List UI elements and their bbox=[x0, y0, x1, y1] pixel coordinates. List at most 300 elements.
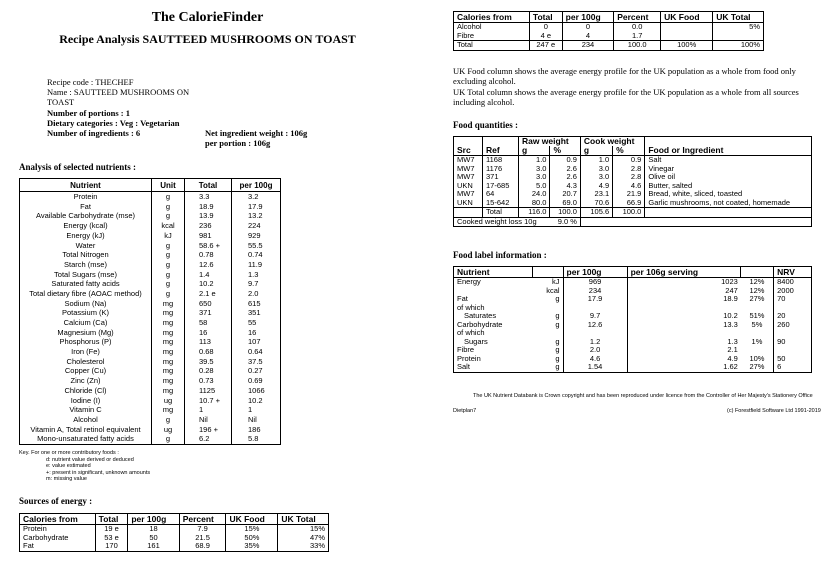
nutrient-row bbox=[20, 347, 281, 357]
energy-cell: 0.0 bbox=[614, 23, 661, 32]
label-cell: 8400 bbox=[774, 278, 812, 287]
label-cell: 12% bbox=[741, 287, 774, 296]
ingredient-cell: Salt bbox=[645, 156, 812, 165]
ingredient-cell: 5.0 bbox=[518, 182, 550, 191]
label-cell: 10% bbox=[741, 355, 774, 364]
nutrient-row bbox=[20, 231, 281, 241]
nutrient-name: Total dietary fibre (AOAC method) bbox=[20, 289, 152, 299]
label-cell: kcal bbox=[533, 287, 563, 296]
ingredient-total-cell: 105.6 bbox=[580, 208, 612, 218]
label-cell: 969 bbox=[563, 278, 627, 287]
energy-row bbox=[20, 542, 329, 551]
nutrient-total: 2.1 e bbox=[185, 289, 232, 299]
nutrients-heading: Analysis of selected nutrients : bbox=[19, 162, 136, 172]
food-label-table bbox=[453, 266, 812, 373]
ingredient-cell: 24.0 bbox=[518, 190, 550, 199]
nutrient-row bbox=[20, 357, 281, 367]
nutrient-per100g: 10.2 bbox=[248, 395, 263, 405]
energy-cell: 7.9 bbox=[179, 525, 226, 534]
label-cell: g bbox=[533, 295, 563, 304]
nutrient-total: Nil bbox=[185, 415, 232, 425]
ingredient-cell: MW7 bbox=[454, 173, 483, 182]
energy-table bbox=[19, 513, 329, 552]
nutrient-per100g: 11.9 bbox=[248, 259, 263, 269]
energy-cell: Protein bbox=[20, 525, 96, 534]
nutrient-row bbox=[20, 289, 281, 299]
label-cell: 70 bbox=[774, 295, 812, 304]
ingredient-cell: Butter, salted bbox=[645, 182, 812, 191]
label-cell: g bbox=[533, 321, 563, 330]
nutrient-name: Phosphorus (P) bbox=[20, 337, 152, 347]
ingredient-cell: 2.6 bbox=[550, 165, 580, 174]
ingredient-cell: 3.0 bbox=[518, 173, 550, 182]
nutrient-name: Vitamin A, Total retinol equivalent bbox=[20, 425, 152, 435]
energy-cell: 15% bbox=[226, 525, 278, 534]
col-total: Total bbox=[185, 179, 232, 192]
ingredient-total-cell: Total bbox=[483, 208, 519, 218]
ingredient-cell: 20.7 bbox=[550, 190, 580, 199]
dietary-categories: Dietary categories : Veg : Vegetarian bbox=[47, 118, 180, 128]
nutrient-name: Water bbox=[20, 240, 152, 250]
key-line: d: nutrient value derived or deduced bbox=[46, 456, 134, 463]
label-cell: 260 bbox=[774, 321, 812, 330]
ingredient-cell: 3.0 bbox=[518, 165, 550, 174]
label-cell: g bbox=[533, 346, 563, 355]
energy-cell: Total bbox=[454, 41, 530, 51]
col-food: Food or Ingredient bbox=[645, 137, 812, 156]
nutrient-name: Chloride (Cl) bbox=[20, 386, 152, 396]
nutrient-total: 0.28 bbox=[185, 366, 232, 376]
label-cell: 17.9 bbox=[563, 295, 627, 304]
ingredient-cell: UKN bbox=[454, 199, 483, 208]
energy-col-header: Calories from bbox=[454, 12, 530, 23]
nutrient-unit: ug bbox=[152, 395, 185, 405]
col-cook-weight: Cook weight bbox=[580, 137, 644, 147]
label-cell: 1.3 bbox=[627, 338, 741, 347]
nutrient-unit: mg bbox=[152, 299, 185, 309]
label-cell: 4.9 bbox=[627, 355, 741, 364]
col-raw-pct: % bbox=[550, 146, 580, 156]
nutrient-unit: kJ bbox=[152, 231, 185, 241]
ingredient-cell: 3.0 bbox=[580, 173, 612, 182]
label-cell: kJ bbox=[533, 278, 563, 287]
nutrient-total: 981 bbox=[185, 231, 232, 241]
nutrient-row bbox=[20, 202, 281, 212]
nutrient-total: 1125 bbox=[185, 386, 232, 396]
label-cell: g bbox=[533, 355, 563, 364]
ingredient-total-cell: 116.0 bbox=[518, 208, 550, 218]
label-cell: Carbohydrate bbox=[454, 321, 533, 330]
ingredient-cell: 4.9 bbox=[580, 182, 612, 191]
key-legend bbox=[19, 450, 150, 483]
uk-food-note: UK Food column shows the average energy profile for the UK population as a whole from food only excluding alcohol. bbox=[453, 66, 796, 86]
label-cell: 51% bbox=[741, 312, 774, 321]
nutrient-row bbox=[20, 337, 281, 347]
ingredient-cell: 2.8 bbox=[613, 165, 645, 174]
nutrient-total: 1.4 bbox=[185, 270, 232, 280]
nutrient-unit: mg bbox=[152, 357, 185, 367]
recipe-name: Name : SAUTTEED MUSHROOMS ON bbox=[47, 87, 190, 97]
ingredient-cell: 64 bbox=[483, 190, 519, 199]
energy-cell: 21.5 bbox=[179, 534, 226, 543]
energy-cell: 68.9 bbox=[179, 542, 226, 551]
nutrient-per100g: 37.5 bbox=[248, 356, 263, 366]
nutrient-unit: g bbox=[152, 434, 185, 444]
energy-cell: 5% bbox=[713, 23, 764, 32]
ingredient-cell: 0.9 bbox=[550, 156, 580, 165]
ingredient-cell: Olive oil bbox=[645, 173, 812, 182]
nutrient-total: 3.3 bbox=[185, 192, 232, 202]
label-cell: Sugars bbox=[454, 338, 533, 347]
ingredient-cell: 4.3 bbox=[550, 182, 580, 191]
label-row bbox=[454, 321, 812, 330]
ingredient-cell: MW7 bbox=[454, 156, 483, 165]
energy-col-header: per 100g bbox=[562, 12, 614, 23]
ingredient-total-cell bbox=[454, 208, 483, 218]
nutrient-unit: mg bbox=[152, 318, 185, 328]
nutrient-name: Calcium (Ca) bbox=[20, 318, 152, 328]
energy-cell: Carbohydrate bbox=[20, 534, 96, 543]
energy-cell: Fat bbox=[20, 542, 96, 551]
label-cell: 1.54 bbox=[563, 363, 627, 372]
energy-cell: 0 bbox=[529, 23, 562, 32]
nutrient-name: Protein bbox=[20, 192, 152, 202]
nutrient-unit: g bbox=[152, 289, 185, 299]
label-cell: of which bbox=[454, 329, 533, 338]
ingredient-cell: 1.0 bbox=[580, 156, 612, 165]
nutrient-per100g: 1.3 bbox=[248, 269, 259, 279]
nutrient-row bbox=[20, 386, 281, 396]
nutrient-unit: g bbox=[152, 260, 185, 270]
label-cell: 12.6 bbox=[563, 321, 627, 330]
label-cell: 50 bbox=[774, 355, 812, 364]
ingredient-cell: 0.9 bbox=[613, 156, 645, 165]
energy-col-header: UK Total bbox=[278, 514, 329, 525]
nutrient-per100g: 107 bbox=[248, 337, 261, 347]
nutrient-total: 6.2 bbox=[185, 434, 232, 444]
nutrient-per100g: 186 bbox=[248, 424, 261, 434]
key-line: m: missing value bbox=[46, 476, 87, 482]
col-per100g: per 100g bbox=[232, 179, 281, 192]
energy-cell: 1.7 bbox=[614, 32, 661, 41]
energy-col-header: per 100g bbox=[128, 514, 179, 525]
nutrient-unit: g bbox=[152, 192, 185, 202]
label-cell: Salt bbox=[454, 363, 533, 372]
nutrient-per100g: 0.69 bbox=[248, 376, 263, 386]
ingredient-cell: Garlic mushrooms, not coated, homemade bbox=[645, 199, 812, 208]
key-line: +: present in significant, unknown amounts bbox=[46, 469, 151, 476]
nutrient-total: 0.78 bbox=[185, 250, 232, 260]
energy-cell: Fibre bbox=[454, 32, 530, 41]
label-col-header: NRV bbox=[774, 267, 812, 278]
energy-cell: 53 e bbox=[95, 534, 128, 543]
key-line: e: value estimated bbox=[46, 463, 91, 469]
ingredient-total-cell bbox=[645, 208, 812, 218]
nutrient-per100g: 17.9 bbox=[248, 201, 263, 211]
energy-cell: 100.0 bbox=[614, 41, 661, 51]
label-cell: of which bbox=[454, 304, 533, 313]
ingredient-cell: 4.6 bbox=[613, 182, 645, 191]
nutrient-name: Mono-unsaturated fatty acids bbox=[20, 434, 152, 444]
ingredient-cell: Bread, white, sliced, toasted bbox=[645, 190, 812, 199]
nutrient-unit: mg bbox=[152, 405, 185, 415]
nutrient-row bbox=[20, 279, 281, 289]
energy-cell: 247 e bbox=[529, 41, 562, 51]
energy-row bbox=[454, 41, 764, 51]
nutrient-unit: mg bbox=[152, 337, 185, 347]
ingredient-cell: 2.6 bbox=[550, 173, 580, 182]
nutrient-name: Zinc (Zn) bbox=[20, 376, 152, 386]
net-weight: Net ingredient weight : 106g bbox=[205, 128, 308, 138]
ingredient-cell: 80.0 bbox=[518, 199, 550, 208]
col-unit: Unit bbox=[152, 179, 185, 192]
energy-col-header: UK Total bbox=[713, 12, 764, 23]
label-cell: 234 bbox=[563, 287, 627, 296]
ingredient-cell: Vinegar bbox=[645, 165, 812, 174]
ingredient-cell: 3.0 bbox=[580, 165, 612, 174]
energy-row bbox=[454, 32, 764, 41]
label-cell: 5% bbox=[741, 321, 774, 330]
nutrient-name: Available Carbohydrate (mse) bbox=[20, 211, 152, 221]
nutrient-name: Total Sugars (mse) bbox=[20, 270, 152, 280]
nutrient-row bbox=[20, 299, 281, 309]
label-cell: 2.0 bbox=[563, 346, 627, 355]
nutrient-row bbox=[20, 221, 281, 231]
label-cell: 6 bbox=[774, 363, 812, 372]
energy-row bbox=[20, 534, 329, 543]
label-cell: 1.62 bbox=[627, 363, 741, 372]
ingredient-cell: 1176 bbox=[483, 165, 519, 174]
ingredient-cell: 69.0 bbox=[550, 199, 580, 208]
energy-col-header: Total bbox=[95, 514, 128, 525]
label-cell: 10.2 bbox=[627, 312, 741, 321]
nutrient-row bbox=[20, 434, 281, 444]
nutrient-name: Total Nitrogen bbox=[20, 250, 152, 260]
energy-cell: 19 e bbox=[95, 525, 128, 534]
nutrient-unit: mg bbox=[152, 386, 185, 396]
label-cell: 18.9 bbox=[627, 295, 741, 304]
col-raw-weight: Raw weight bbox=[518, 137, 580, 147]
nutrient-per100g: 2.0 bbox=[248, 288, 259, 298]
ingredient-cell: 17-685 bbox=[483, 182, 519, 191]
nutrient-name: Energy (kJ) bbox=[20, 231, 152, 241]
nutrient-per100g: 1 bbox=[248, 405, 253, 415]
nutrient-name: Iodine (I) bbox=[20, 395, 152, 405]
app-title: The CalorieFinder bbox=[151, 10, 264, 25]
col-src: Src bbox=[454, 137, 483, 156]
label-cell: 2.1 bbox=[627, 346, 741, 355]
ingredient-cell: MW7 bbox=[454, 190, 483, 199]
uk-total-note: UK Total column shows the average energy profile for the UK population as a whole from all sources including alcohol. bbox=[453, 87, 799, 107]
nutrient-total: 236 bbox=[185, 221, 232, 231]
nutrient-total: 58.6 + bbox=[185, 240, 232, 250]
nutrient-name: Alcohol bbox=[20, 415, 152, 425]
label-cell: 27% bbox=[741, 295, 774, 304]
footer-copyright: (c) Forestfield Software Ltd 1991-2019 bbox=[727, 408, 821, 414]
nutrient-total: 113 bbox=[185, 337, 232, 347]
weight-loss-pct: 9.0 % bbox=[550, 217, 580, 227]
nutrient-unit: g bbox=[152, 250, 185, 260]
energy-cell: 18 bbox=[128, 525, 179, 534]
nutrient-name: Saturated fatty acids bbox=[20, 279, 152, 289]
ingredient-count: Number of ingredients : 6 bbox=[47, 128, 141, 138]
nutrient-row bbox=[20, 240, 281, 250]
label-cell: 13.3 bbox=[627, 321, 741, 330]
recipe-name-cont: TOAST bbox=[47, 97, 75, 107]
nutrient-total: 0.68 bbox=[185, 347, 232, 357]
label-col-header bbox=[741, 267, 774, 278]
nutrient-per100g: 55.5 bbox=[248, 240, 263, 250]
nutrient-name: Magnesium (Mg) bbox=[20, 328, 152, 338]
label-row bbox=[454, 295, 812, 304]
label-cell: g bbox=[533, 363, 563, 372]
energy-col-header: UK Food bbox=[226, 514, 278, 525]
nutrient-unit: g bbox=[152, 211, 185, 221]
nutrient-unit: g bbox=[152, 415, 185, 425]
nutrient-per100g: 9.7 bbox=[248, 279, 259, 289]
ingredient-cell: 15-642 bbox=[483, 199, 519, 208]
label-cell: 12% bbox=[741, 278, 774, 287]
nutrient-unit: ug bbox=[152, 425, 185, 435]
nutrient-total: 10.7 + bbox=[185, 395, 232, 405]
energy-cell: 50% bbox=[226, 534, 278, 543]
nutrient-row bbox=[20, 250, 281, 260]
nutrient-total: 0.73 bbox=[185, 376, 232, 386]
nutrient-total: 18.9 bbox=[185, 202, 232, 212]
nutrient-name: Energy (kcal) bbox=[20, 221, 152, 231]
energy-cell: 4 e bbox=[529, 32, 562, 41]
nutrient-row bbox=[20, 318, 281, 328]
nutrient-unit: g bbox=[152, 202, 185, 212]
label-cell: 1% bbox=[741, 338, 774, 347]
energy-cell: 4 bbox=[562, 32, 614, 41]
label-cell: g bbox=[533, 338, 563, 347]
col-nutrient: Nutrient bbox=[20, 179, 152, 192]
col-cook-g: g bbox=[580, 146, 612, 156]
nutrient-per100g: Nil bbox=[248, 414, 257, 424]
label-col-header: per 100g bbox=[563, 267, 627, 278]
key-title: Key. For one or more contributory foods : bbox=[19, 450, 119, 456]
recipe-code: Recipe code : THECHEF bbox=[47, 77, 134, 87]
nutrient-unit: mg bbox=[152, 376, 185, 386]
energy-col-header: Percent bbox=[614, 12, 661, 23]
label-cell: 1023 bbox=[627, 278, 741, 287]
ingredient-cell: 1.0 bbox=[518, 156, 550, 165]
nutrient-row bbox=[20, 270, 281, 280]
nutrient-per100g: 13.2 bbox=[248, 211, 263, 221]
nutrient-total: 1 bbox=[185, 405, 232, 415]
nutrient-unit: g bbox=[152, 270, 185, 280]
nutrient-row bbox=[20, 328, 281, 338]
label-cell: 247 bbox=[627, 287, 741, 296]
energy-heading: Sources of energy : bbox=[19, 496, 93, 506]
nutrient-per100g: 351 bbox=[248, 308, 261, 318]
energy-cell: 170 bbox=[95, 542, 128, 551]
ingredient-total-cell: 100.0 bbox=[550, 208, 580, 218]
energy-cell: 15% bbox=[278, 525, 329, 534]
label-row bbox=[454, 338, 812, 347]
nutrient-row bbox=[20, 211, 281, 221]
nutrient-total: 58 bbox=[185, 318, 232, 328]
ingredient-total-row bbox=[454, 208, 812, 218]
energy-cell: 50 bbox=[128, 534, 179, 543]
nutrients-table bbox=[19, 178, 281, 445]
nutrient-unit: mg bbox=[152, 308, 185, 318]
nutrient-name: Starch (mse) bbox=[20, 260, 152, 270]
energy-cell: 100% bbox=[661, 41, 713, 51]
ingredient-cell: 1168 bbox=[483, 156, 519, 165]
nutrient-per100g: 1066 bbox=[248, 385, 265, 395]
nutrient-per100g: 0.27 bbox=[248, 366, 263, 376]
nutrient-per100g: 55 bbox=[248, 318, 257, 328]
label-cell bbox=[627, 329, 741, 338]
energy-cell: 100% bbox=[713, 41, 764, 51]
nutrient-per100g: 5.8 bbox=[248, 434, 259, 444]
energy-table-cont bbox=[453, 11, 764, 51]
nutrient-name: Copper (Cu) bbox=[20, 366, 152, 376]
empty-cell bbox=[580, 217, 811, 227]
nutrient-per100g: 929 bbox=[248, 230, 261, 240]
ingredient-cell: 371 bbox=[483, 173, 519, 182]
col-raw-g: g bbox=[518, 146, 550, 156]
label-heading: Food label information : bbox=[453, 250, 547, 260]
footer-app: Dietplan7 bbox=[453, 408, 477, 414]
col-ref: Ref bbox=[483, 137, 519, 156]
ingredient-cell: 21.9 bbox=[613, 190, 645, 199]
label-cell: Fat bbox=[454, 295, 533, 304]
recipe-title: Recipe Analysis SAUTTEED MUSHROOMS ON TOAST bbox=[59, 32, 356, 46]
nutrient-row bbox=[20, 376, 281, 386]
nutrient-row bbox=[20, 395, 281, 405]
portions: Number of portions : 1 bbox=[47, 108, 130, 118]
ingredient-cell: MW7 bbox=[454, 165, 483, 174]
nutrient-unit: kcal bbox=[152, 221, 185, 231]
ingredient-cell: 70.6 bbox=[580, 199, 612, 208]
nutrient-unit: mg bbox=[152, 347, 185, 357]
energy-cell: 33% bbox=[278, 542, 329, 551]
label-col-header bbox=[533, 267, 563, 278]
energy-cell: 47% bbox=[278, 534, 329, 543]
nutrient-name: Cholesterol bbox=[20, 357, 152, 367]
label-col-header: Nutrient bbox=[454, 267, 533, 278]
nutrient-per100g: 224 bbox=[248, 221, 261, 231]
nutrient-row bbox=[20, 405, 281, 415]
label-cell: Saturates bbox=[454, 312, 533, 321]
nutrient-row bbox=[20, 415, 281, 425]
nutrient-unit: g bbox=[152, 279, 185, 289]
weight-loss-row bbox=[454, 217, 812, 227]
nutrient-total: 371 bbox=[185, 308, 232, 318]
nutrient-row bbox=[20, 366, 281, 376]
label-cell: 27% bbox=[741, 363, 774, 372]
nutrient-per100g: 3.2 bbox=[248, 192, 259, 202]
quantities-table bbox=[453, 136, 812, 227]
quantities-heading: Food quantities : bbox=[453, 120, 519, 130]
label-cell: Energy bbox=[454, 278, 533, 287]
label-cell: Fibre bbox=[454, 346, 533, 355]
nutrient-name: Sodium (Na) bbox=[20, 299, 152, 309]
energy-cell: 35% bbox=[226, 542, 278, 551]
ingredient-total-cell: 100.0 bbox=[613, 208, 645, 218]
energy-col-header: Percent bbox=[179, 514, 226, 525]
nutrient-total: 10.2 bbox=[185, 279, 232, 289]
nutrient-total: 16 bbox=[185, 328, 232, 338]
nutrient-row bbox=[20, 425, 281, 435]
nutrient-total: 39.5 bbox=[185, 357, 232, 367]
energy-cell: 234 bbox=[562, 41, 614, 51]
label-row bbox=[454, 363, 812, 372]
nutrient-total: 196 + bbox=[185, 425, 232, 435]
